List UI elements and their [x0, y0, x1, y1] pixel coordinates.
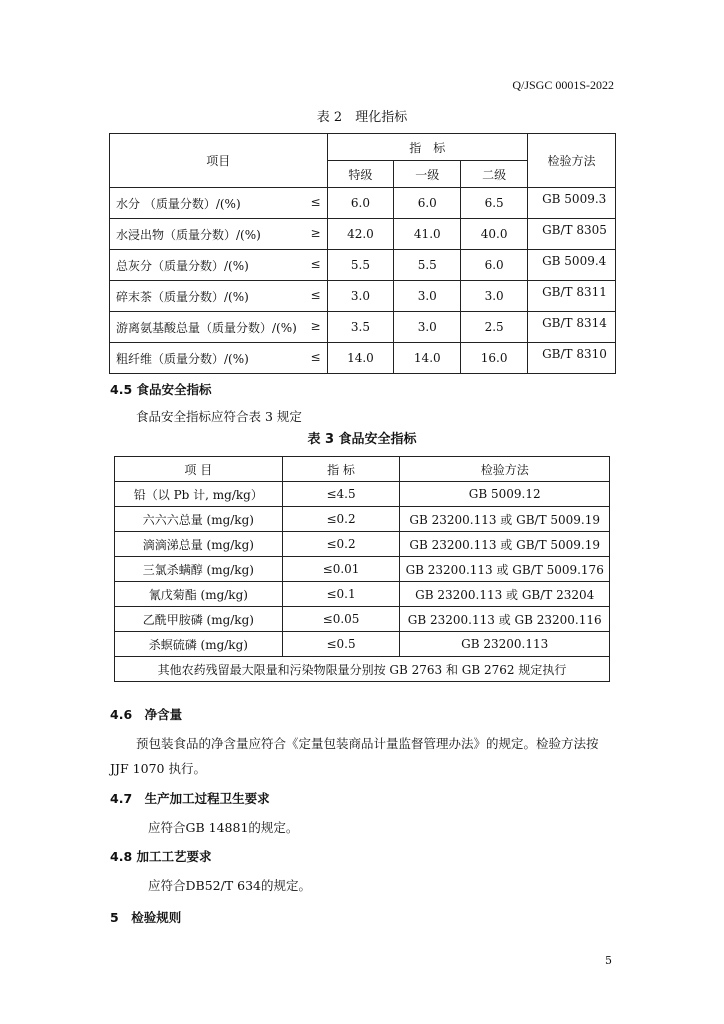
row-method: GB 5009.3 — [528, 188, 616, 219]
section-4-6-line1: 预包装食品的净含量应符合《定量包装商品计量监督管理办法》的规定。检验方法按 — [136, 736, 599, 751]
row-value: 16.0 — [461, 343, 528, 374]
table-row — [110, 312, 616, 343]
row-value: 3.5 — [327, 312, 394, 343]
row-value: 41.0 — [394, 219, 461, 250]
table-row — [110, 219, 616, 250]
row-index: ≤0.2 — [282, 532, 400, 557]
row-index: ≤0.1 — [282, 582, 400, 607]
row-symbol: ≥ — [310, 225, 321, 240]
section-4-5-heading: 4.5 食品安全指标 — [110, 382, 212, 397]
table2-caption: 表 2 理化指标 — [316, 110, 408, 125]
row-item: 三氯杀螨醇 (mg/kg) — [115, 557, 283, 582]
food-safety-table — [114, 456, 610, 682]
row-index: ≤0.2 — [282, 507, 400, 532]
page-number: 5 — [605, 954, 612, 967]
table3-caption: 表 3 食品安全指标 — [307, 432, 417, 447]
grade-special: 特级 — [327, 161, 394, 188]
grade-second: 二级 — [461, 161, 528, 188]
table-row — [115, 607, 610, 632]
row-index: ≤0.05 — [282, 607, 400, 632]
row-item: 游离氨基酸总量（质量分数）/(%) — [116, 320, 297, 335]
section-4-6-heading: 4.6 净含量 — [110, 707, 183, 722]
row-value: 14.0 — [394, 343, 461, 374]
table2-head-method: 检验方法 — [528, 134, 616, 188]
table-row — [115, 582, 610, 607]
row-method: GB/T 8305 — [528, 219, 616, 250]
row-method: GB/T 8314 — [528, 312, 616, 343]
table-row — [115, 482, 610, 507]
row-symbol: ≤ — [310, 256, 321, 271]
physicochemical-table — [109, 133, 616, 374]
row-method: GB 5009.12 — [400, 482, 610, 507]
row-item: 碎末茶（质量分数）/(%) — [116, 289, 249, 304]
row-index: ≤0.5 — [282, 632, 400, 657]
row-item: 粗纤维（质量分数）/(%) — [116, 351, 249, 366]
row-symbol: ≤ — [310, 349, 321, 364]
table3-head-item: 项 目 — [115, 457, 283, 482]
table-row — [115, 632, 610, 657]
row-value: 6.5 — [461, 188, 528, 219]
grade-first: 一级 — [394, 161, 461, 188]
table2-head-index: 指 标 — [327, 134, 528, 161]
table-row — [110, 250, 616, 281]
section-4-7-heading: 4.7 生产加工过程卫生要求 — [110, 791, 270, 806]
table-row — [110, 281, 616, 312]
table3-footer: 其他农药残留最大限量和污染物限量分别按 GB 2763 和 GB 2762 规定执行 — [115, 657, 610, 682]
row-item: 水分 （质量分数）/(%) — [116, 196, 241, 211]
row-value: 2.5 — [461, 312, 528, 343]
row-value: 5.5 — [327, 250, 394, 281]
row-method: GB 5009.4 — [528, 250, 616, 281]
row-value: 6.0 — [394, 188, 461, 219]
row-value: 40.0 — [461, 219, 528, 250]
row-method: GB 23200.113 或 GB/T 23204 — [400, 582, 610, 607]
row-value: 6.0 — [461, 250, 528, 281]
row-value: 3.0 — [394, 281, 461, 312]
document-code: Q/JSGC 0001S-2022 — [512, 78, 614, 92]
row-index: ≤0.01 — [282, 557, 400, 582]
row-value: 3.0 — [461, 281, 528, 312]
row-value: 3.0 — [394, 312, 461, 343]
section-4-8-heading: 4.8 加工工艺要求 — [110, 849, 212, 864]
row-item: 杀螟硫磷 (mg/kg) — [115, 632, 283, 657]
row-value: 6.0 — [327, 188, 394, 219]
row-item: 滴滴涕总量 (mg/kg) — [115, 532, 283, 557]
row-index: ≤4.5 — [282, 482, 400, 507]
row-method: GB/T 8311 — [528, 281, 616, 312]
row-item: 乙酰甲胺磷 (mg/kg) — [115, 607, 283, 632]
row-method: GB 23200.113 — [400, 632, 610, 657]
row-symbol: ≥ — [310, 318, 321, 333]
section-5-heading: 5 检验规则 — [110, 910, 182, 925]
section-4-6-line2: JJF 1070 执行。 — [110, 761, 206, 776]
row-method: GB/T 8310 — [528, 343, 616, 374]
row-symbol: ≤ — [310, 287, 321, 302]
table3-head-index: 指 标 — [282, 457, 400, 482]
row-item: 六六六总量 (mg/kg) — [115, 507, 283, 532]
row-item: 总灰分（质量分数）/(%) — [116, 258, 249, 273]
row-value: 3.0 — [327, 281, 394, 312]
table2-head-item: 项目 — [110, 134, 328, 188]
row-method: GB 23200.113 或 GB 23200.116 — [400, 607, 610, 632]
row-symbol: ≤ — [310, 194, 321, 209]
section-4-8-text: 应符合DB52/T 634的规定。 — [148, 878, 311, 893]
table-row — [110, 188, 616, 219]
row-item: 铅（以 Pb 计, mg/kg） — [115, 482, 283, 507]
row-item: 氰戊菊酯 (mg/kg) — [115, 582, 283, 607]
table-row — [115, 532, 610, 557]
section-4-7-text: 应符合GB 14881的规定。 — [148, 820, 299, 835]
table-row — [115, 557, 610, 582]
row-method: GB 23200.113 或 GB/T 5009.19 — [400, 532, 610, 557]
row-value: 42.0 — [327, 219, 394, 250]
row-value: 5.5 — [394, 250, 461, 281]
table-row — [115, 507, 610, 532]
row-value: 14.0 — [327, 343, 394, 374]
row-item: 水浸出物（质量分数）/(%) — [116, 227, 261, 242]
row-method: GB 23200.113 或 GB/T 5009.176 — [400, 557, 610, 582]
table3-head-method: 检验方法 — [400, 457, 610, 482]
row-method: GB 23200.113 或 GB/T 5009.19 — [400, 507, 610, 532]
table-row — [110, 343, 616, 374]
section-4-5-text: 食品安全指标应符合表 3 规定 — [136, 409, 302, 424]
